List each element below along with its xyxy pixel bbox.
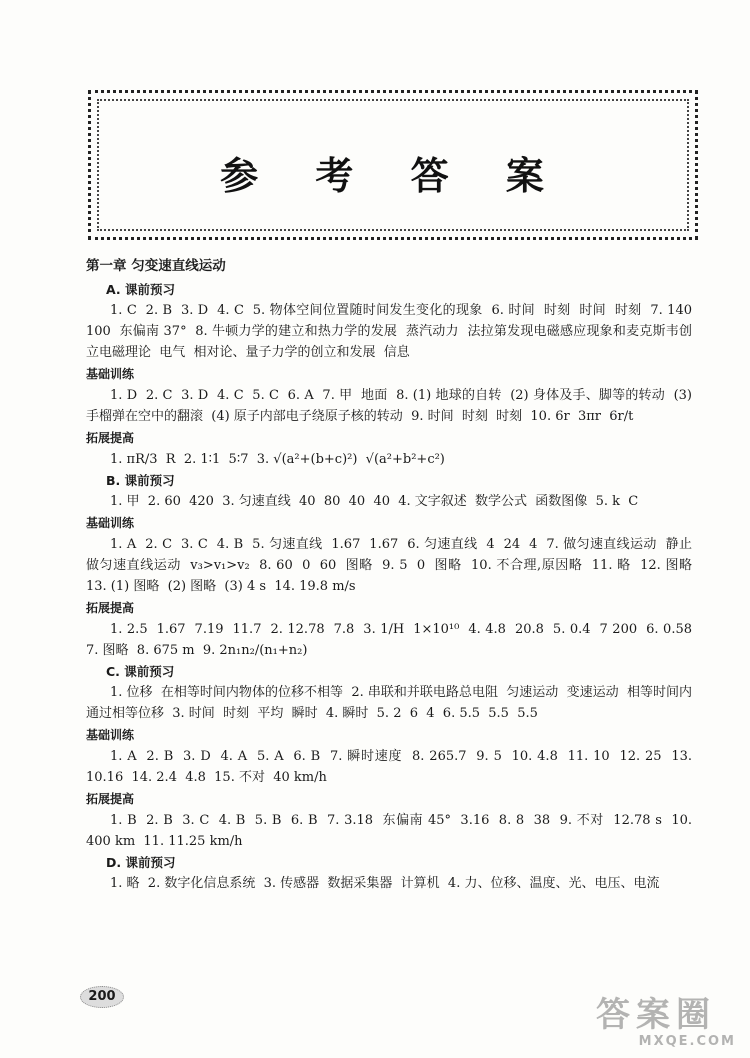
subsection-heading: 拓展提高 [86, 431, 135, 445]
answer-paragraph: 1. D 2. C 3. D 4. C 5. C 6. A 7. 甲 地面 8. (1) 地球的自转 (2) 身体及手、脚等的转动 (3) 手榴弹在空中的翻滚 (4) 原子内部电子绕原子核的转动 9. 时间 时刻 时刻 10. 6r 3πr 6r/t [86, 388, 697, 424]
answer-blocks [86, 279, 701, 894]
answer-paragraph: 1. πR/3 R 2. 1∶1 5∶7 3. √(a²+(b+c)²) √(a²+b²+c²) [110, 452, 445, 467]
subsection-heading: 基础训练 [86, 728, 135, 742]
watermark-bottom-text: MXQE.COM [638, 1034, 736, 1049]
answer-paragraph: 1. A 2. C 3. C 4. B 5. 匀速直线 1.67 1.67 6. 匀速直线 4 24 4 7. 做匀速直线运动 静止 做匀速直线运动 v₃>v₁>v₂ 8. 60 0 60 图略 9. 5 0 图略 10. 不合理,原因略 11. 略 12. 图略 13. (1) 图略 (2) 图略 (3) 4 s 14. 19.8 m/s [86, 537, 701, 594]
answer-paragraph: 1. 略 2. 数字化信息系统 3. 传感器 数据采集器 计算机 4. 力、位移、温度、光、电压、电流 [110, 876, 660, 891]
subsection-heading: 拓展提高 [86, 601, 135, 615]
page-number: 200 [80, 986, 124, 1008]
section-heading: D. 课前预习 [106, 855, 176, 870]
answer-paragraph: 1. C 2. B 3. D 4. C 5. 物体空间位置随时间发生变化的现象 6. 时间 时刻 时间 时刻 7. 140 100 东偏南 37° 8. 牛顿力学的建立和热力学的发展 蒸汽动力 法拉第发现电磁感应现象和麦克斯韦创立电磁理论 电气 相对论、量子力学的创立和发展 信息 [86, 303, 701, 360]
subsection-heading: 基础训练 [86, 367, 135, 381]
title-frame [88, 90, 698, 240]
page-title: 参 考 答 案 [220, 154, 566, 198]
answer-paragraph: 1. 2.5 1.67 7.19 11.7 2. 12.78 7.8 3. 1/H 1×10¹⁰ 4. 4.8 20.8 5. 0.4 7 200 6. 0.58 7. 图略 8. 675 m 9. 2n₁n₂/(n₁+n₂) [86, 622, 701, 658]
answer-content [86, 256, 701, 894]
section-heading: B. 课前预习 [106, 473, 175, 488]
watermark-top-text: 答案圈 [596, 995, 716, 1035]
subsection-heading: 基础训练 [86, 516, 135, 530]
answer-paragraph: 1. A 2. B 3. D 4. A 5. A 6. B 7. 瞬时速度 8. 265.7 9. 5 10. 4.8 11. 10 12. 25 13. 10.16 14. 2.4 4.8 15. 不对 40 km/h [86, 749, 697, 785]
answer-paragraph: 1. 甲 2. 60 420 3. 匀速直线 40 80 40 40 4. 文字叙述 数学公式 函数图像 5. k C [110, 494, 639, 509]
watermark-logo [596, 996, 736, 1052]
section-heading: C. 课前预习 [106, 664, 175, 679]
section-heading: A. 课前预习 [106, 282, 176, 297]
chapter-heading: 第一章 匀变速直线运动 [86, 258, 226, 274]
answer-paragraph: 1. 位移 在相等时间内物体的位移不相等 2. 串联和并联电路总电阻 匀速运动 变速运动 相等时间内通过相等位移 3. 时间 时刻 平均 瞬时 4. 瞬时 5. 2 6 4 6. 5.5 5.5 5.5 [86, 685, 692, 721]
answer-paragraph: 1. B 2. B 3. C 4. B 5. B 6. B 7. 3.18 东偏南 45° 3.16 8. 8 38 9. 不对 12.78 s 10. 400 km 11. 11.25 km/h [86, 813, 697, 849]
subsection-heading: 拓展提高 [86, 792, 135, 806]
